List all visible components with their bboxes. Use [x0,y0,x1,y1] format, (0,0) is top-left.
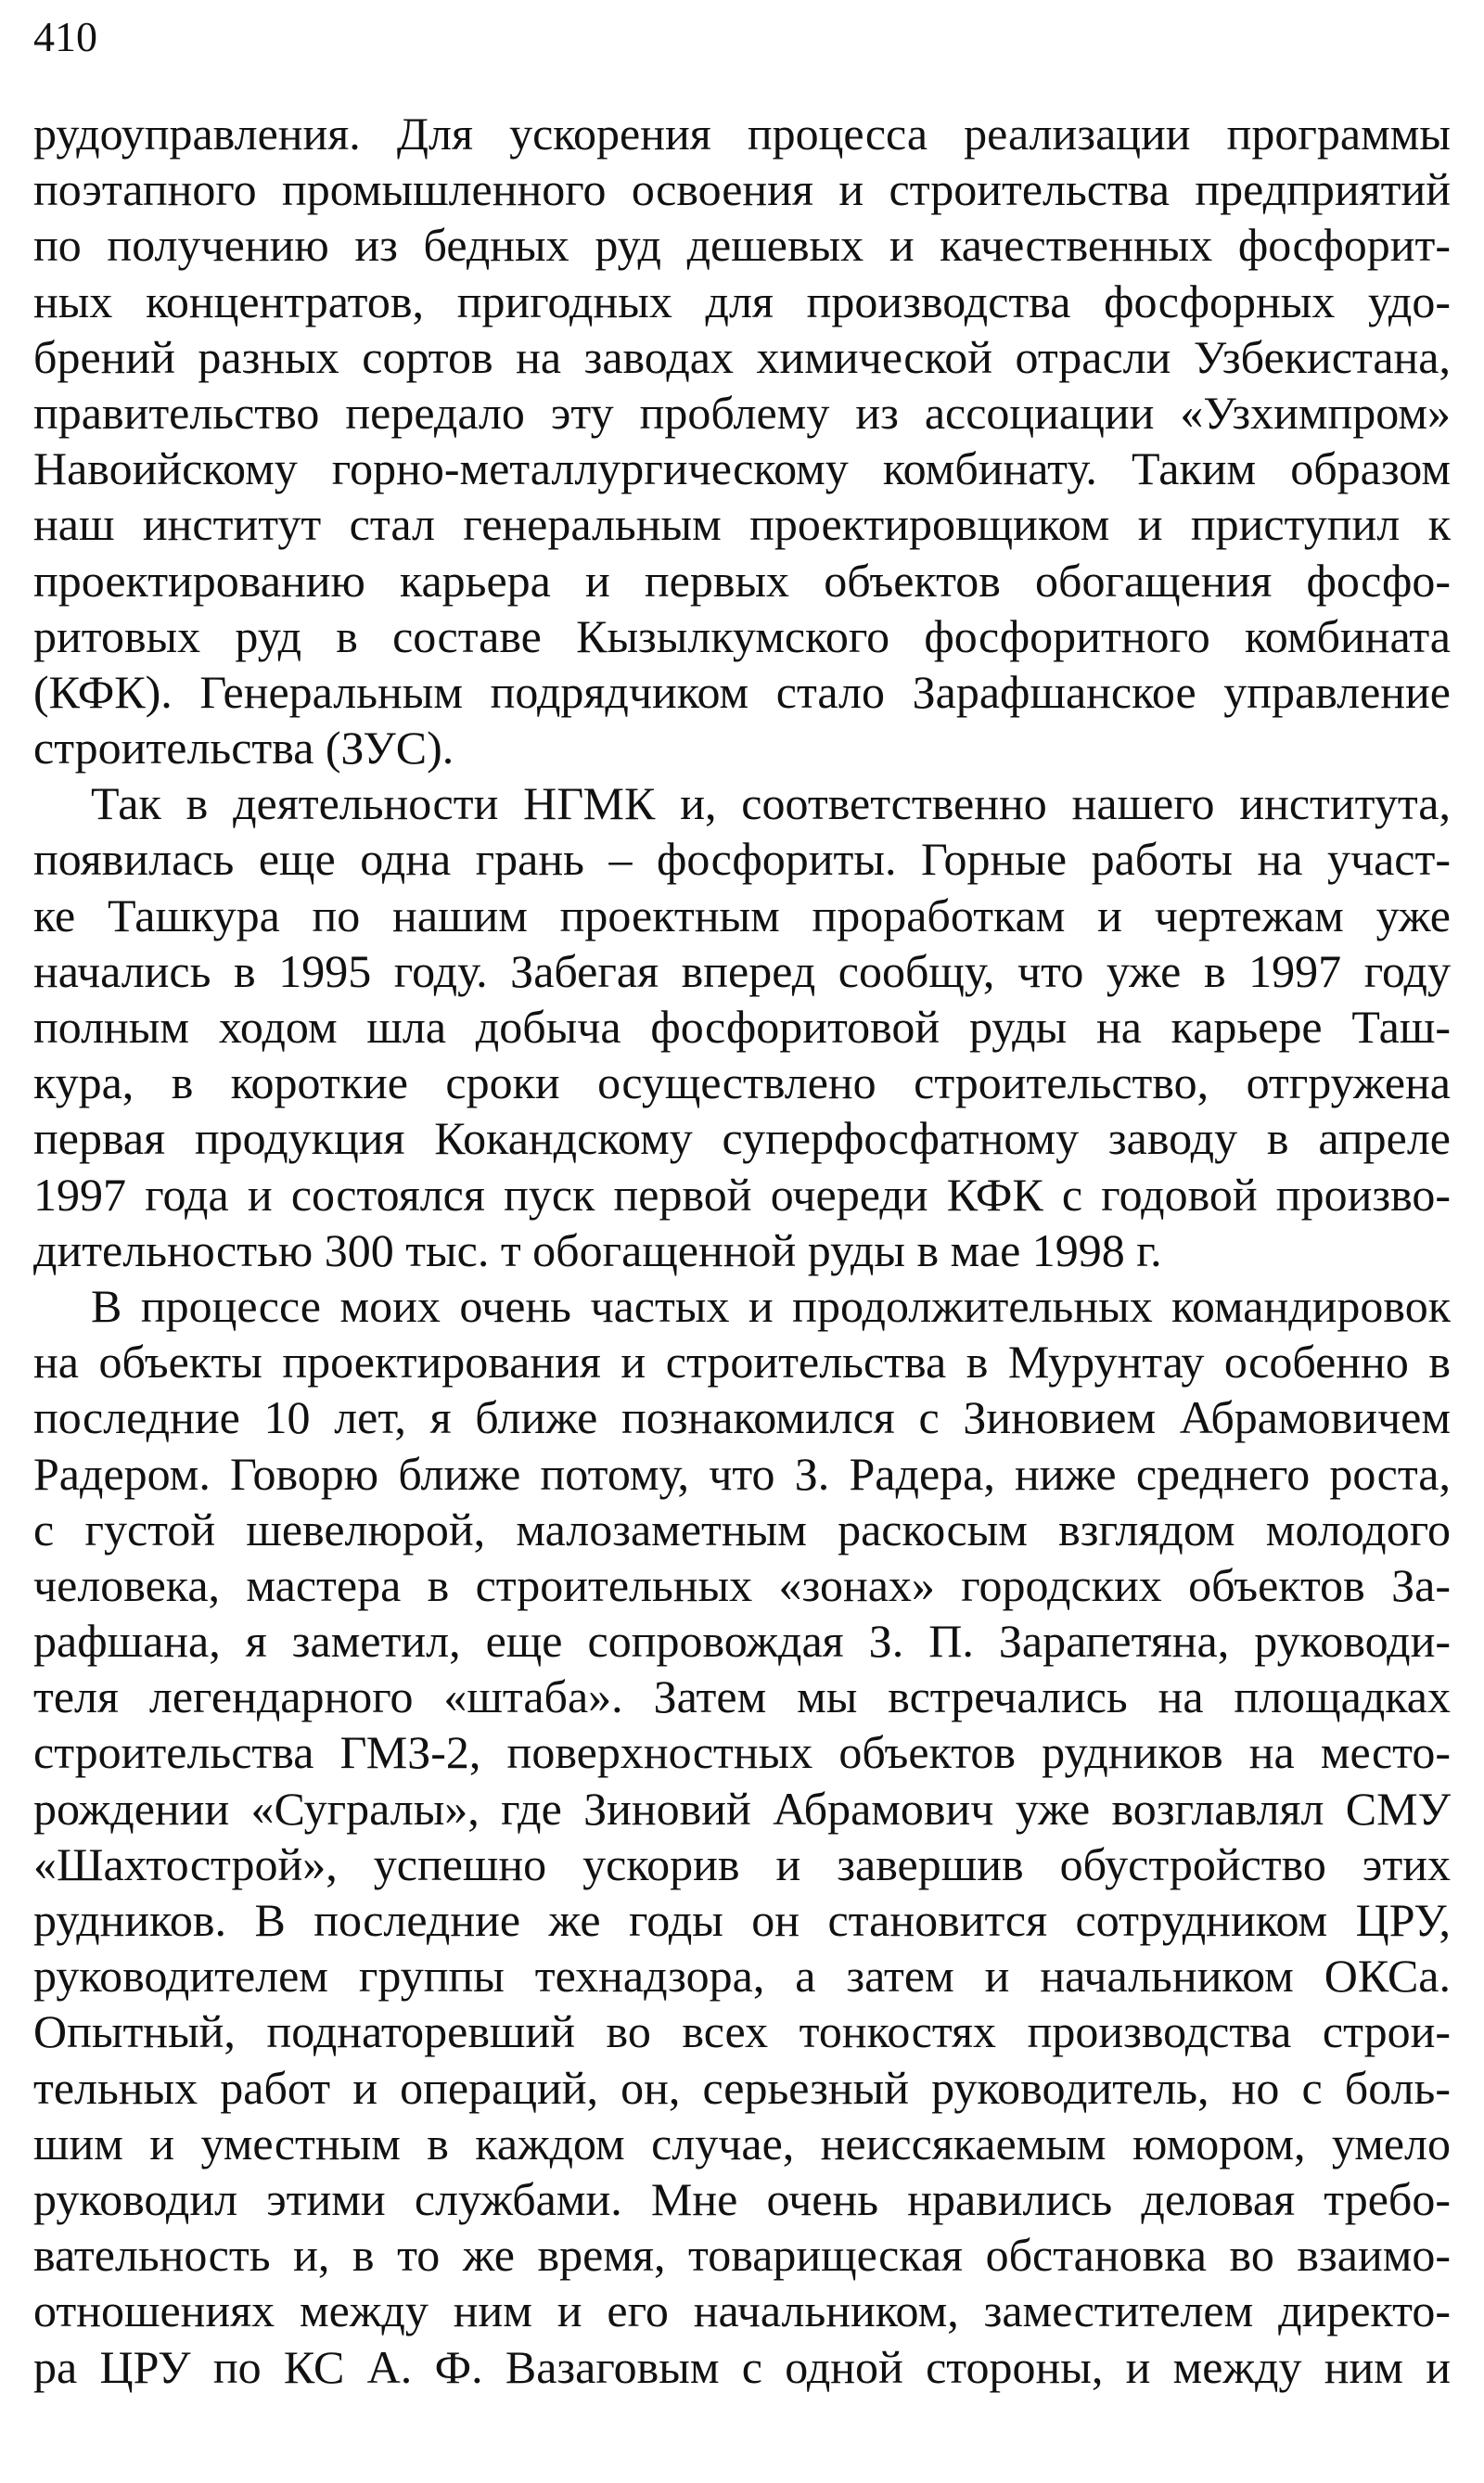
text-line: теля легендарного «штаба». Затем мы встречались на площадках [33,1670,1451,1723]
text-line: появилась еще одна грань – фосфориты. Горные работы на участ- [33,833,1451,886]
text-line: Радером. Говорю ближе потому, что З. Радера, ниже среднего роста, [33,1447,1451,1500]
text-line: с густой шевелюрой, малозаметным раскосым взглядом молодого [33,1503,1451,1555]
text-line: полным ходом шла добыча фосфоритовой руды на карьере Таш- [33,1001,1451,1053]
text-line: Опытный, поднаторевший во всех тонкостях производства строи- [33,2005,1451,2058]
text-line: рудоуправления. Для ускорения процесса реализации программы [33,108,1451,160]
text-line: начались в 1995 году. Забегая вперед сообщу, что уже в 1997 году [33,944,1451,997]
text-line: ных концентратов, пригодных для производства фосфорных удо- [33,275,1451,327]
text-line: ра ЦРУ по КС А. Ф. Вазаговым с одной стороны, и между ним и [33,2340,1451,2393]
body-text [33,106,1451,2395]
text-line: наш институт стал генеральным проектировщиком и приступил к [33,498,1451,551]
text-line: дительностью 300 тыс. т обогащенной руды в мае 1998 г. [33,1223,1162,1276]
text-line: первая продукция Кокандскому суперфосфатному заводу в апреле [33,1112,1451,1165]
text-line: ке Ташкура по нашим проектным проработкам и чертежам уже [33,889,1451,941]
text-line: (КФК). Генеральным подрядчиком стало Зарафшанское управление [33,665,1451,718]
page-number: 410 [33,13,97,60]
text-line: В процессе моих очень частых и продолжительных командировок [91,1279,1451,1332]
text-line: рудников. В последние же годы он становится сотрудником ЦРУ, [33,1894,1451,1946]
text-line: на объекты проектирования и строительства в Мурунтау особенно в [33,1336,1451,1389]
paragraph [33,106,1451,775]
text-line: шим и уместным в каждом случае, неиссякаемым юмором, умело [33,2117,1451,2169]
text-line: вательность и, в то же время, товарищеская обстановка во взаимо- [33,2229,1451,2282]
text-line: строительства (ЗУС). [33,722,454,774]
text-line: рождении «Сугралы», где Зиновий Абрамович уже возглавлял СМУ [33,1782,1451,1835]
text-line: поэтапного промышленного освоения и строительства предприятий [33,163,1451,216]
text-line: по получению из бедных руд дешевых и качественных фосфорит- [33,219,1451,272]
text-line: человека, мастера в строительных «зонах» городских объектов За- [33,1558,1451,1611]
text-line: ритовых руд в составе Кызылкумского фосфоритного комбината [33,609,1451,662]
text-line: руководил этими службами. Мне очень нравились деловая требо- [33,2172,1451,2225]
text-line: 1997 года и состоялся пуск первой очереди КФК с годовой произво- [33,1168,1451,1221]
text-line: Навоийскому горно-металлургическому комбинату. Таким образом [33,442,1451,495]
text-line: проектированию карьера и первых объектов обогащения фосфо- [33,554,1451,607]
text-line: брений разных сортов на заводах химической отрасли Узбекистана, [33,330,1451,383]
text-line: кура, в короткие сроки осуществлено строительство, отгружена [33,1056,1451,1109]
text-line: Так в деятельности НГМК и, соответственно нашего института, [91,777,1451,830]
text-line: строительства ГМЗ-2, поверхностных объектов рудников на место- [33,1726,1451,1779]
paragraph [33,775,1451,1278]
text-line: последние 10 лет, я ближе познакомился с Зиновием Абрамовичем [33,1391,1451,1444]
text-line: отношениях между ним и его начальником, заместителем директо- [33,2285,1451,2337]
text-line: правительство передало эту проблему из ассоциации «Узхимпром» [33,386,1451,439]
text-line: тельных работ и операций, он, серьезный руководитель, но с боль- [33,2061,1451,2114]
text-line: рафшана, я заметил, еще сопровождая З. П. Зарапетяна, руководи- [33,1615,1451,1668]
text-line: «Шахтострой», успешно ускорив и завершив обустройство этих [33,1837,1451,1890]
paragraph [33,1278,1451,2395]
text-line: руководителем группы технадзора, а затем и начальником ОКСа. [33,1950,1451,2003]
